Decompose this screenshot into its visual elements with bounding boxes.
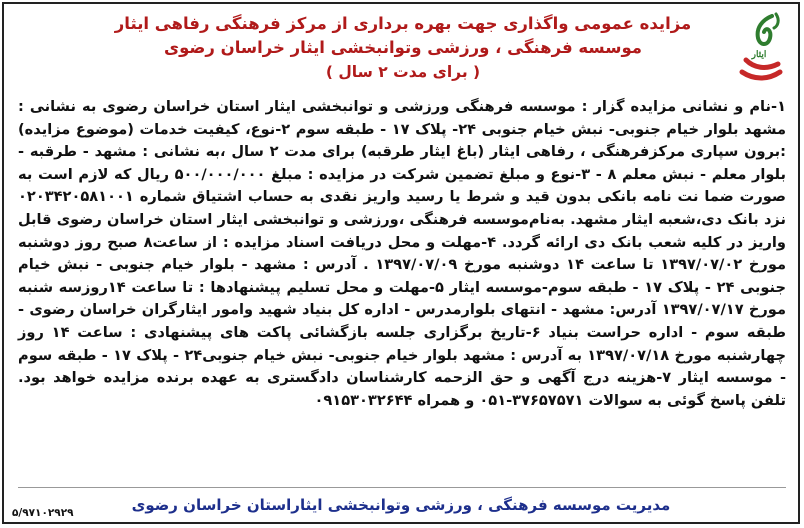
notice-body: ۱-نام و نشانی مزایده گزار : موسسه فرهنگی ورزشی و توانبخشی ایثار استان خراسان رضوی به نشانی : مشهد بلوار خیام جنوبی- نبش خیام جنوبی ۲۴- پلاک ۱۷ - طبقه سوم ۲-نوع، کیفیت خدمات (موضوع مزایده) :برون سپاری مرکزفرهنگی ، رفاهی ایثار (باغ ایثار طرقبه) برای مدت ۲ سال ،به نشانی : مشهد - طرقبه - بلوار معلم - نبش معلم ۸ - ۳-نوع و مبلغ تضمین شرکت در مزایده : مبلغ ۵۰۰/۰۰۰/۰۰۰ ریال که لازم است به صورت ضما نت نامه بانکی بدون قید و شرط یا رسید واریز نقدی به حساب اشتیاق شماره ۰۲۰۳۴۲۰۵۸۱۰۰۱ نزد بانک دی،شعبه ایثار مشهد. به‌نام‌موسسه فرهنگی ،ورزشی و توانبخشی ایثار استان خراسان رضوی قابل واریز در کلیه شعب بانک دی ارائه گردد. ۴-مهلت و محل دریافت اسناد مزایده : از ساعت۸ صبح روز دوشنبه مورخ ۱۳۹۷/۰۷/۰۲ تا ساعت ۱۴ دوشنبه مورخ ۱۳۹۷/۰۷/۰۹ . آدرس : مشهد - بلوار خیام جنوبی - نبش خیام جنوبی ۲۴ - پلاک ۱۷ - طبقه سوم-موسسه ایثار ۵-مهلت و محل تسلیم پیشنهادها : تا ساعت ۱۴روزسه شنبه مورخ ۱۳۹۷/۰۷/۱۷ آدرس: مشهد - انتهای بلوارمدرس - اداره کل بنیاد شهید وامور ایثارگران خراسان رضوی - طبقه سوم - اداره حراست بنیاد ۶-تاریخ برگزاری جلسه بازگشائی پاکت های پیشنهادی : ساعت ۱۴ روز چهارشنبه مورخ ۱۳۹۷/۰۷/۱۸ به آدرس : مشهد بلوار خیام جنوبی- نبش خیام جنوبی۲۴ - پلاک ۱۷ - طبقه سوم - موسسه ایثار ۷-هزینه درج آگهی و حق الزحمه کارشناسان دادگستری به عهده برنده مزایده خواهد بود. تلفن پاسخ گوئی به سوالات ۳۷۶۵۷۵۷۱-۰۵۱ و همراه ۰۹۱۵۳۰۳۲۶۴۴ xyxy=(18,98,787,409)
header-title: مزایده عمومی واگذاری جهت بهره برداری از مرکز فرهنگی رفاهی ایثار xyxy=(114,14,692,33)
header-duration: ( برای مدت ۲ سال ) xyxy=(325,63,481,81)
logo xyxy=(732,10,786,88)
notice-frame xyxy=(2,2,800,524)
notice-code: ۵/۹۷۱۰۲۹۲۹ xyxy=(12,507,74,519)
logo-wordmark: ایثار xyxy=(751,50,767,60)
notice-header xyxy=(84,12,722,84)
notice-footer: مدیریت موسسه فرهنگی ، ورزشی وتوانبخشی ایثاراستان خراسان رضوی xyxy=(131,496,671,514)
isar-logo-icon xyxy=(732,10,786,88)
footer-divider xyxy=(18,487,786,488)
header-organization: موسسه فرهنگی ، ورزشی وتوانبخشی ایثار خراسان رضوی xyxy=(163,38,643,57)
